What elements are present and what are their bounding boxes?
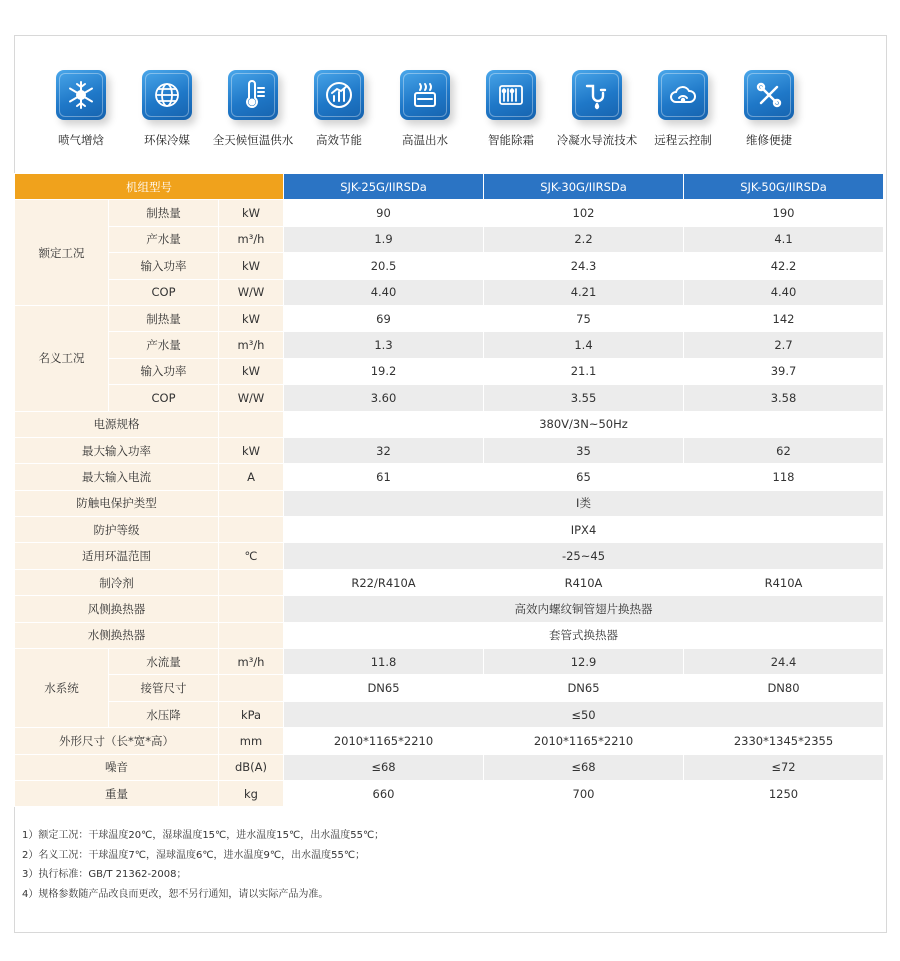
- cell-value: 4.40: [284, 279, 484, 305]
- efficiency-chart-icon: [314, 70, 364, 120]
- row-label: 噪音: [15, 754, 219, 780]
- cell-value: 118: [684, 464, 884, 490]
- row-label: 输入功率: [109, 253, 219, 279]
- row-unit: kW: [219, 305, 284, 331]
- cell-value: 660: [284, 780, 484, 806]
- feature-label: 高温出水: [402, 133, 448, 147]
- cell-value: 24.4: [684, 649, 884, 675]
- cell-value: 高效内螺纹铜管翅片换热器: [284, 596, 884, 622]
- cell-value: 4.21: [484, 279, 684, 305]
- thermometer-heating-icon: [228, 70, 278, 120]
- table-row: [15, 517, 884, 543]
- table-row: [15, 569, 884, 595]
- table-row: [15, 358, 884, 384]
- row-label: 产水量: [109, 332, 219, 358]
- cell-value: ≤72: [684, 754, 884, 780]
- feature-label: 高效节能: [316, 133, 362, 147]
- row-unit: kg: [219, 780, 284, 806]
- row-unit: [219, 569, 284, 595]
- cell-value: 4.1: [684, 226, 884, 252]
- cell-value: 65: [484, 464, 684, 490]
- cell-value: 4.40: [684, 279, 884, 305]
- row-unit: m³/h: [219, 332, 284, 358]
- footnote: 2）名义工况：干球温度7℃，湿球温度6℃，进水温度9℃，出水温度55℃；: [22, 849, 366, 861]
- cell-value: R410A: [684, 569, 884, 595]
- cell-value: 1250: [684, 780, 884, 806]
- header-model-3: SJK-50G/IIRSDa: [684, 174, 884, 200]
- feature-label: 全天候恒温供水: [212, 133, 294, 147]
- feature-item: [122, 70, 212, 148]
- cell-value: DN65: [484, 675, 684, 701]
- cell-value: 35: [484, 437, 684, 463]
- cell-value: 套管式换热器: [284, 622, 884, 648]
- feature-item: [466, 70, 556, 148]
- row-label: 防触电保护类型: [15, 490, 219, 516]
- table-row: [15, 253, 884, 279]
- snowflake-gear-icon: [56, 70, 106, 120]
- cell-value: 700: [484, 780, 684, 806]
- row-label: COP: [109, 385, 219, 411]
- cell-value: 1.9: [284, 226, 484, 252]
- feature-label: 喷气增焓: [58, 133, 104, 147]
- header-model-2: SJK-30G/IIRSDa: [484, 174, 684, 200]
- cell-value: 2330*1345*2355: [684, 728, 884, 754]
- table-row: [15, 490, 884, 516]
- cell-value: DN80: [684, 675, 884, 701]
- cell-value: R22/R410A: [284, 569, 484, 595]
- row-unit: kW: [219, 253, 284, 279]
- header-model-label: 机组型号: [15, 174, 284, 200]
- defrost-coil-icon: [486, 70, 536, 120]
- table-row: [15, 279, 884, 305]
- table-row: [15, 200, 884, 226]
- row-unit: [219, 490, 284, 516]
- cell-value: 190: [684, 200, 884, 226]
- table-row: [15, 411, 884, 437]
- row-unit: kPa: [219, 701, 284, 727]
- table-row: [15, 385, 884, 411]
- row-label: 水压降: [109, 701, 219, 727]
- feature-item: [724, 70, 814, 148]
- globe-leaf-icon: [142, 70, 192, 120]
- cell-value: 75: [484, 305, 684, 331]
- row-label: 输入功率: [109, 358, 219, 384]
- table-row: [15, 701, 884, 727]
- cell-value: 1.4: [484, 332, 684, 358]
- table-row: [15, 675, 884, 701]
- row-label: 电源规格: [15, 411, 219, 437]
- table-row: [15, 226, 884, 252]
- cell-value: 142: [684, 305, 884, 331]
- cell-value: 2010*1165*2210: [284, 728, 484, 754]
- row-unit: [219, 675, 284, 701]
- cell-value: DN65: [284, 675, 484, 701]
- cell-value: 19.2: [284, 358, 484, 384]
- cell-value: 2.2: [484, 226, 684, 252]
- cell-value: 24.3: [484, 253, 684, 279]
- row-unit: m³/h: [219, 649, 284, 675]
- row-unit: mm: [219, 728, 284, 754]
- table-row: [15, 649, 884, 675]
- row-unit: W/W: [219, 279, 284, 305]
- group-label-nominal: 名义工况: [15, 305, 109, 411]
- table-row: [15, 332, 884, 358]
- cell-value: -25~45: [284, 543, 884, 569]
- row-label: 接管尺寸: [109, 675, 219, 701]
- table-row: [15, 780, 884, 806]
- header-model-1: SJK-25G/IIRSDa: [284, 174, 484, 200]
- footnote: 1）额定工况：干球温度20℃，湿球温度15℃，进水温度15℃，出水温度55℃；: [22, 830, 385, 841]
- row-unit: kW: [219, 358, 284, 384]
- row-unit: m³/h: [219, 226, 284, 252]
- table-row: [15, 464, 884, 490]
- row-label: 制热量: [109, 200, 219, 226]
- row-unit: kW: [219, 437, 284, 463]
- cell-value: 42.2: [684, 253, 884, 279]
- row-unit: [219, 596, 284, 622]
- row-label: 风侧换热器: [15, 596, 219, 622]
- drain-pipe-icon: [572, 70, 622, 120]
- feature-label: 远程云控制: [654, 133, 712, 147]
- cell-value: 90: [284, 200, 484, 226]
- feature-item: [208, 70, 298, 148]
- cell-value: 32: [284, 437, 484, 463]
- feature-item: [638, 70, 728, 148]
- cell-value: ≤50: [284, 701, 884, 727]
- feature-label: 智能除霜: [488, 133, 534, 147]
- row-label: 外形尺寸（长*宽*高）: [15, 728, 219, 754]
- table-row: [15, 305, 884, 331]
- cell-value: R410A: [484, 569, 684, 595]
- cell-value: 62: [684, 437, 884, 463]
- cell-value: 3.58: [684, 385, 884, 411]
- table-row: [15, 437, 884, 463]
- row-unit: [219, 411, 284, 437]
- table-row: [15, 728, 884, 754]
- feature-label: 环保冷媒: [144, 133, 190, 147]
- feature-item: [380, 70, 470, 148]
- row-label: 防护等级: [15, 517, 219, 543]
- cell-value: 12.9: [484, 649, 684, 675]
- table-row: [15, 754, 884, 780]
- row-unit: W/W: [219, 385, 284, 411]
- row-label: 最大输入功率: [15, 437, 219, 463]
- cell-value: 39.7: [684, 358, 884, 384]
- feature-item: [552, 70, 642, 148]
- feature-item: [294, 70, 384, 148]
- row-label: COP: [109, 279, 219, 305]
- row-label: 重量: [15, 780, 219, 806]
- row-label: 制冷剂: [15, 569, 219, 595]
- row-label: 水流量: [109, 649, 219, 675]
- cell-value: 61: [284, 464, 484, 490]
- row-unit: ℃: [219, 543, 284, 569]
- footnote: 4）规格参数随产品改良而更改，恕不另行通知，请以实际产品为准。: [22, 888, 329, 900]
- spec-table: [14, 173, 884, 807]
- row-unit: A: [219, 464, 284, 490]
- feature-item: [36, 70, 126, 148]
- table-row: [15, 543, 884, 569]
- row-label: 最大输入电流: [15, 464, 219, 490]
- row-label: 适用环温范围: [15, 543, 219, 569]
- feature-icons-row: [50, 70, 830, 150]
- cell-value: IPX4: [284, 517, 884, 543]
- cell-value: 102: [484, 200, 684, 226]
- cell-value: 2010*1165*2210: [484, 728, 684, 754]
- cell-value: 3.60: [284, 385, 484, 411]
- cell-value: 2.7: [684, 332, 884, 358]
- row-unit: kW: [219, 200, 284, 226]
- cell-value: 69: [284, 305, 484, 331]
- feature-label: 维修便捷: [746, 133, 792, 147]
- feature-label: 冷凝水导流技术: [556, 133, 638, 147]
- cell-value: ≤68: [284, 754, 484, 780]
- cell-value: 21.1: [484, 358, 684, 384]
- hot-water-tank-icon: [400, 70, 450, 120]
- cell-value: 3.55: [484, 385, 684, 411]
- tools-icon: [744, 70, 794, 120]
- row-label: 水侧换热器: [15, 622, 219, 648]
- table-row: [15, 622, 884, 648]
- row-unit: [219, 622, 284, 648]
- table-row: [15, 596, 884, 622]
- cell-value: ≤68: [484, 754, 684, 780]
- table-header-row: [15, 174, 884, 200]
- cell-value: 11.8: [284, 649, 484, 675]
- cell-value: I类: [284, 490, 884, 516]
- group-label-water-system: 水系统: [15, 649, 109, 728]
- footnote: 3）执行标准：GB/T 21362-2008；: [22, 869, 187, 880]
- cloud-wifi-icon: [658, 70, 708, 120]
- cell-value: 1.3: [284, 332, 484, 358]
- footnotes: [22, 826, 384, 904]
- row-label: 制热量: [109, 305, 219, 331]
- row-label: 产水量: [109, 226, 219, 252]
- group-label-rated: 额定工况: [15, 200, 109, 306]
- cell-value: 20.5: [284, 253, 484, 279]
- row-unit: [219, 517, 284, 543]
- cell-value: 380V/3N~50Hz: [284, 411, 884, 437]
- row-unit: dB(A): [219, 754, 284, 780]
